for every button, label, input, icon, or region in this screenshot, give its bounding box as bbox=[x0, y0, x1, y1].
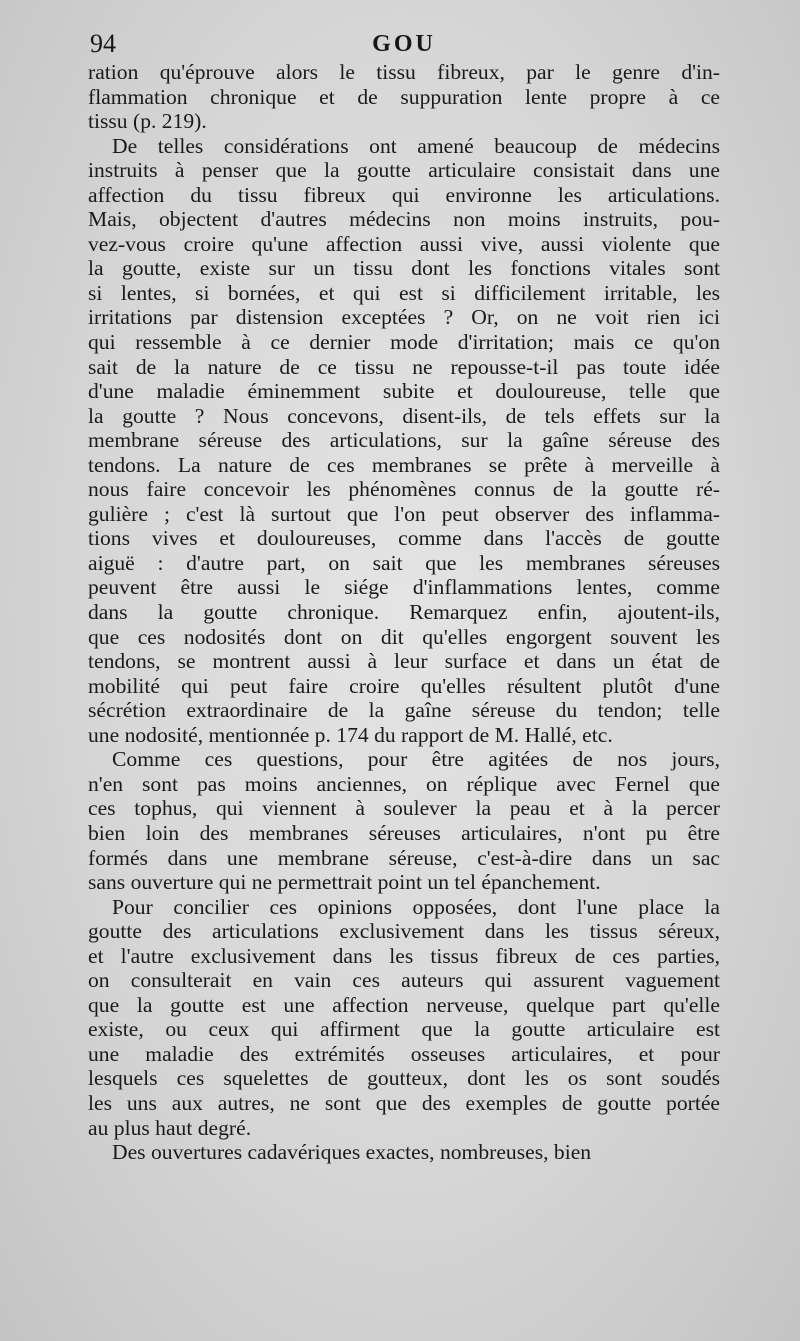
text-line: vez-vous croire qu'une affection aussi vive, aussi violente que bbox=[88, 231, 720, 256]
text-line: que ces nodosités dont on dit qu'elles engorgent souvent les bbox=[88, 624, 720, 649]
text-line: tendons. La nature de ces membranes se prête à merveille à bbox=[88, 452, 720, 477]
text-line: ration qu'éprouve alors le tissu fibreux, par le genre d'in- bbox=[88, 60, 720, 84]
running-head-word: GOU bbox=[372, 31, 436, 57]
text-line: existe, ou ceux qui affirment que la goutte articulaire est bbox=[88, 1017, 720, 1042]
running-head bbox=[88, 28, 720, 60]
text-line: mobilité qui peut faire croire qu'elles résultent plutôt d'une bbox=[88, 673, 720, 698]
text-line: tissu (p. 219). bbox=[88, 109, 207, 134]
text-line: De telles considérations ont amené beaucoup de médecins bbox=[112, 133, 720, 158]
paragraph bbox=[88, 1140, 720, 1165]
paragraph bbox=[88, 60, 720, 134]
text-line: qui ressemble à ce dernier mode d'irritation; mais ce qu'on bbox=[88, 330, 720, 355]
text-line: tions vives et douloureuses, comme dans l'accès de goutte bbox=[88, 526, 720, 551]
text-line: on consulterait en vain ces auteurs qui assurent vaguement bbox=[88, 968, 720, 993]
text-line: instruits à penser que la goutte articulaire consistait dans une bbox=[88, 158, 720, 183]
text-line: gulière ; c'est là surtout que l'on peut observer des inflamma- bbox=[88, 501, 720, 526]
page-number: 94 bbox=[90, 29, 116, 58]
text-line: au plus haut degré. bbox=[88, 1115, 252, 1140]
text-line: si lentes, si bornées, et qui est si difficilement irritable, les bbox=[88, 280, 720, 305]
text-line: irritations par distension exceptées ? Or, on ne voit rien ici bbox=[88, 305, 720, 330]
text-line: Mais, objectent d'autres médecins non moins instruits, pou- bbox=[88, 207, 720, 232]
text-line: que la goutte est une affection nerveuse, quelque part qu'elle bbox=[88, 992, 720, 1017]
text-line: une nodosité, mentionnée p. 174 du rapport de M. Hallé, etc. bbox=[88, 722, 613, 747]
text-line: formés dans une membrane séreuse, c'est-à-dire dans un sac bbox=[88, 845, 720, 870]
paragraph bbox=[88, 747, 720, 894]
text-line: les uns aux autres, ne sont que des exemples de goutte portée bbox=[88, 1090, 720, 1115]
text-line: Comme ces questions, pour être agitées de nos jours, bbox=[112, 747, 720, 772]
text-line: sait de la nature de ce tissu ne repousse-t-il pas toute idée bbox=[88, 354, 720, 379]
text-line: la goutte, existe sur un tissu dont les fonctions vitales sont bbox=[88, 256, 720, 281]
paragraph bbox=[88, 134, 720, 748]
text-line: d'une maladie éminemment subite et douloureuse, telle que bbox=[88, 379, 720, 404]
text-line: la goutte ? Nous concevons, disent-ils, de tels effets sur la bbox=[88, 403, 720, 428]
text-line: lesquels ces squelettes de goutteux, dont les os sont soudés bbox=[88, 1066, 720, 1091]
text-line: goutte des articulations exclusivement dans les tissus séreux, bbox=[88, 919, 720, 944]
text-line: ces tophus, qui viennent à soulever la peau et à la percer bbox=[88, 796, 720, 821]
text-line: aiguë : d'autre part, on sait que les membranes séreuses bbox=[88, 550, 720, 575]
text-line: bien loin des membranes séreuses articulaires, n'ont pu être bbox=[88, 820, 720, 845]
text-line: Des ouvertures cadavériques exactes, nombreuses, bien bbox=[112, 1140, 592, 1165]
text-line: Pour concilier ces opinions opposées, dont l'une place la bbox=[112, 894, 720, 919]
text-line: dans la goutte chronique. Remarquez enfin, ajoutent-ils, bbox=[88, 600, 720, 625]
body-text bbox=[88, 60, 720, 1165]
text-line: nous faire concevoir les phénomènes connus de la goutte ré- bbox=[88, 477, 720, 502]
text-line: n'en sont pas moins anciennes, on réplique avec Fernel que bbox=[88, 771, 720, 796]
text-line: tendons, se montrent aussi à leur surface et dans un état de bbox=[88, 649, 720, 674]
text-line: sans ouverture qui ne permettrait point un tel épanchement. bbox=[88, 870, 601, 895]
text-line: et l'autre exclusivement dans les tissus fibreux de ces parties, bbox=[88, 943, 720, 968]
paragraph bbox=[88, 895, 720, 1140]
text-line: sécrétion extraordinaire de la gaîne séreuse du tendon; telle bbox=[88, 698, 720, 723]
text-line: flammation chronique et de suppuration lente propre à ce bbox=[88, 84, 720, 109]
text-line: une maladie des extrémités osseuses articulaires, et pour bbox=[88, 1041, 720, 1066]
text-line: peuvent être aussi le siége d'inflammations lentes, comme bbox=[88, 575, 720, 600]
text-line: membrane séreuse des articulations, sur la gaîne séreuse des bbox=[88, 428, 720, 453]
text-line: affection du tissu fibreux qui environne les articulations. bbox=[88, 182, 720, 207]
